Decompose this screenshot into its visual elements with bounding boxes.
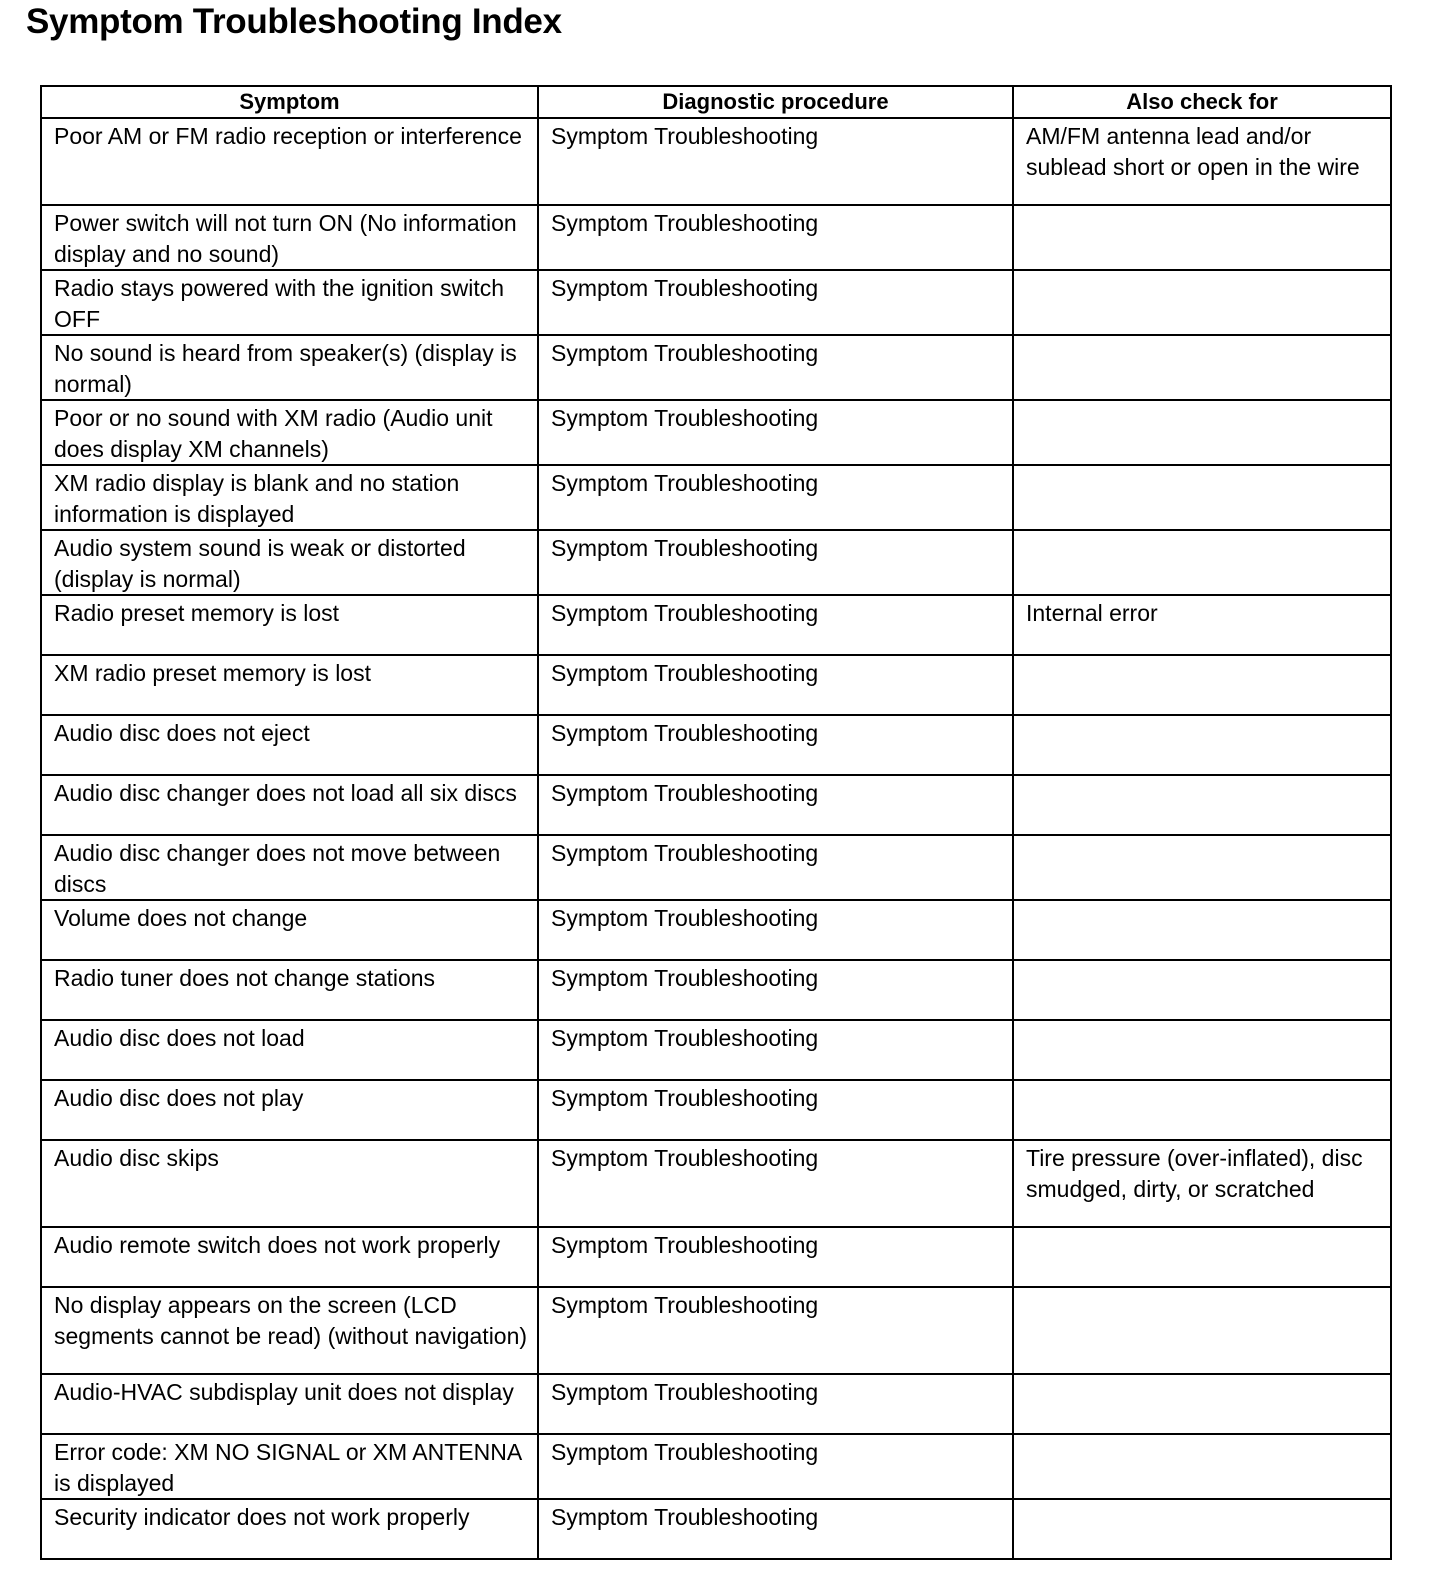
procedure-cell: Symptom Troubleshooting	[538, 530, 1013, 595]
symptom-cell: Audio disc does not load	[41, 1020, 538, 1080]
procedure-cell: Symptom Troubleshooting	[538, 118, 1013, 205]
page-title: Symptom Troubleshooting Index	[26, 2, 562, 41]
procedure-cell: Symptom Troubleshooting	[538, 205, 1013, 270]
table-row	[41, 118, 1391, 205]
procedure-cell: Symptom Troubleshooting	[538, 900, 1013, 960]
table-row	[41, 775, 1391, 835]
also-check-cell	[1013, 465, 1391, 530]
table-row	[41, 530, 1391, 595]
also-check-cell	[1013, 900, 1391, 960]
table-row	[41, 835, 1391, 900]
also-check-cell	[1013, 1499, 1391, 1559]
symptom-cell: Poor or no sound with XM radio (Audio unit does display XM channels)	[41, 400, 538, 465]
also-check-cell	[1013, 1287, 1391, 1374]
procedure-cell: Symptom Troubleshooting	[538, 775, 1013, 835]
also-check-cell	[1013, 1434, 1391, 1499]
symptom-index-table	[40, 85, 1392, 1560]
table-row	[41, 1140, 1391, 1227]
table-row	[41, 655, 1391, 715]
table-row	[41, 900, 1391, 960]
procedure-cell: Symptom Troubleshooting	[538, 1227, 1013, 1287]
also-check-cell: Tire pressure (over-inflated), disc smudged, dirty, or scratched	[1013, 1140, 1391, 1227]
header-also-check-for: Also check for	[1013, 86, 1391, 118]
procedure-cell: Symptom Troubleshooting	[538, 270, 1013, 335]
symptom-cell: XM radio preset memory is lost	[41, 655, 538, 715]
symptom-cell: Radio preset memory is lost	[41, 595, 538, 655]
procedure-cell: Symptom Troubleshooting	[538, 1140, 1013, 1227]
procedure-cell: Symptom Troubleshooting	[538, 595, 1013, 655]
table-row	[41, 400, 1391, 465]
symptom-cell: Audio disc skips	[41, 1140, 538, 1227]
table-row	[41, 1434, 1391, 1499]
also-check-cell	[1013, 775, 1391, 835]
table-row	[41, 270, 1391, 335]
procedure-cell: Symptom Troubleshooting	[538, 1020, 1013, 1080]
table-row	[41, 595, 1391, 655]
also-check-cell	[1013, 1227, 1391, 1287]
also-check-cell	[1013, 1374, 1391, 1434]
procedure-cell: Symptom Troubleshooting	[538, 960, 1013, 1020]
symptom-cell: Audio disc changer does not load all six discs	[41, 775, 538, 835]
table-row	[41, 715, 1391, 775]
procedure-cell: Symptom Troubleshooting	[538, 1080, 1013, 1140]
table-row	[41, 1227, 1391, 1287]
header-diagnostic-procedure: Diagnostic procedure	[538, 86, 1013, 118]
also-check-cell	[1013, 655, 1391, 715]
symptom-cell: Volume does not change	[41, 900, 538, 960]
symptom-cell: Power switch will not turn ON (No information display and no sound)	[41, 205, 538, 270]
also-check-cell	[1013, 205, 1391, 270]
table-row	[41, 960, 1391, 1020]
also-check-cell	[1013, 960, 1391, 1020]
table-row	[41, 465, 1391, 530]
also-check-cell	[1013, 1080, 1391, 1140]
procedure-cell: Symptom Troubleshooting	[538, 715, 1013, 775]
also-check-cell	[1013, 1020, 1391, 1080]
procedure-cell: Symptom Troubleshooting	[538, 1287, 1013, 1374]
procedure-cell: Symptom Troubleshooting	[538, 655, 1013, 715]
also-check-cell	[1013, 715, 1391, 775]
also-check-cell	[1013, 335, 1391, 400]
table-row	[41, 335, 1391, 400]
table-row	[41, 1374, 1391, 1434]
procedure-cell: Symptom Troubleshooting	[538, 465, 1013, 530]
symptom-cell: Audio disc does not eject	[41, 715, 538, 775]
table-row	[41, 1499, 1391, 1559]
table-row	[41, 1020, 1391, 1080]
symptom-cell: XM radio display is blank and no station information is displayed	[41, 465, 538, 530]
symptom-cell: Audio disc does not play	[41, 1080, 538, 1140]
symptom-cell: Audio remote switch does not work properly	[41, 1227, 538, 1287]
also-check-cell: AM/FM antenna lead and/or sublead short or open in the wire	[1013, 118, 1391, 205]
symptom-cell: Error code: XM NO SIGNAL or XM ANTENNA is displayed	[41, 1434, 538, 1499]
procedure-cell: Symptom Troubleshooting	[538, 400, 1013, 465]
symptom-cell: No display appears on the screen (LCD segments cannot be read) (without navigation)	[41, 1287, 538, 1374]
procedure-cell: Symptom Troubleshooting	[538, 1499, 1013, 1559]
also-check-cell	[1013, 530, 1391, 595]
also-check-cell	[1013, 270, 1391, 335]
also-check-cell	[1013, 835, 1391, 900]
procedure-cell: Symptom Troubleshooting	[538, 835, 1013, 900]
symptom-cell: No sound is heard from speaker(s) (display is normal)	[41, 335, 538, 400]
symptom-cell: Audio system sound is weak or distorted (display is normal)	[41, 530, 538, 595]
symptom-cell: Radio stays powered with the ignition switch OFF	[41, 270, 538, 335]
table-row	[41, 205, 1391, 270]
table-row	[41, 1080, 1391, 1140]
also-check-cell	[1013, 400, 1391, 465]
symptom-cell: Poor AM or FM radio reception or interference	[41, 118, 538, 205]
header-symptom: Symptom	[41, 86, 538, 118]
procedure-cell: Symptom Troubleshooting	[538, 335, 1013, 400]
symptom-cell: Audio disc changer does not move between discs	[41, 835, 538, 900]
table-header-row	[41, 86, 1391, 118]
symptom-cell: Security indicator does not work properly	[41, 1499, 538, 1559]
table-row	[41, 1287, 1391, 1374]
symptom-cell: Radio tuner does not change stations	[41, 960, 538, 1020]
procedure-cell: Symptom Troubleshooting	[538, 1434, 1013, 1499]
procedure-cell: Symptom Troubleshooting	[538, 1374, 1013, 1434]
symptom-cell: Audio-HVAC subdisplay unit does not display	[41, 1374, 538, 1434]
also-check-cell: Internal error	[1013, 595, 1391, 655]
